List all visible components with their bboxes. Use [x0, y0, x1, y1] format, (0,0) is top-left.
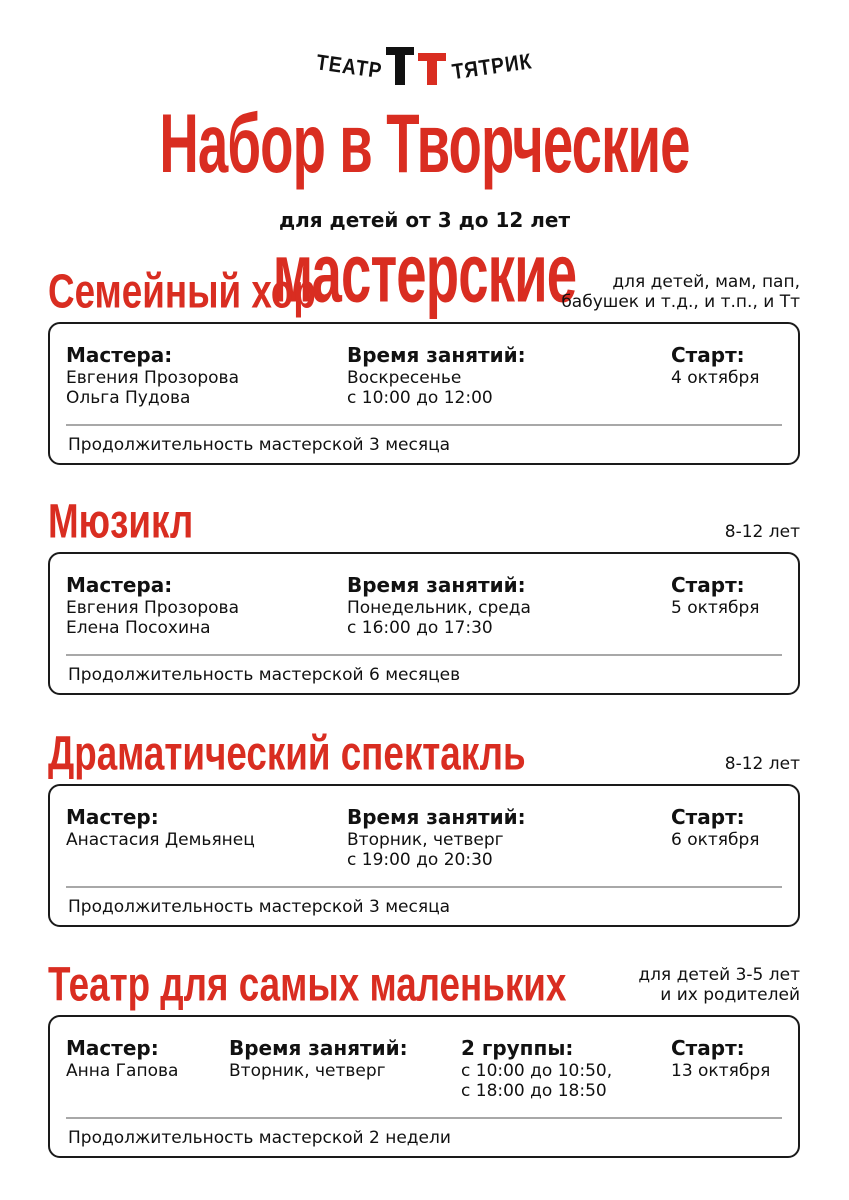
schedule-column: [347, 804, 526, 870]
section-age-note: для детей 3-5 лет и их родителей: [638, 965, 800, 1005]
masters-column: [66, 572, 239, 638]
schedule-days: Вторник, четверг: [347, 830, 504, 850]
start-date: 13 октября: [671, 1061, 771, 1081]
start-date: 6 октября: [671, 830, 760, 850]
start-column: [671, 342, 760, 388]
master-name: Анна Гапова: [66, 1061, 179, 1081]
section-header: [48, 492, 800, 552]
section-family-choir: [48, 262, 800, 465]
card-divider: [66, 886, 782, 888]
groups-heading: 2 группы:: [461, 1036, 574, 1060]
section-title: Мюзикл: [48, 495, 194, 549]
start-date: 4 октября: [671, 368, 760, 388]
section-musical: [48, 492, 800, 695]
schedule-days: Понедельник, среда: [347, 598, 531, 618]
schedule-heading: Время занятий:: [347, 805, 526, 829]
schedule-days: Воскресенье: [347, 368, 462, 388]
workshop-duration: Продолжительность мастерской 6 месяцев: [68, 665, 461, 685]
groups-column: [461, 1035, 612, 1101]
schedule-heading: Время занятий:: [347, 343, 526, 367]
workshop-duration: Продолжительность мастерской 3 месяца: [68, 897, 451, 917]
start-heading: Старт:: [671, 1036, 745, 1060]
masters-column: [66, 804, 255, 850]
card-divider: [66, 654, 782, 656]
masters-column: [66, 1035, 178, 1081]
masters-heading: Мастер:: [66, 805, 159, 829]
section-title: Драматический спектакль: [48, 727, 526, 781]
workshop-card: [48, 1015, 800, 1158]
master-name: Евгения Прозорова: [66, 368, 239, 388]
section-header: [48, 955, 800, 1015]
schedule-column: [347, 342, 526, 408]
masters-heading: Мастер:: [66, 1036, 159, 1060]
workshop-card: [48, 322, 800, 465]
section-age-note: 8-12 лет: [724, 522, 800, 542]
schedule-heading: Время занятий:: [229, 1036, 408, 1060]
start-column: [671, 1035, 770, 1081]
workshop-card: [48, 552, 800, 695]
workshop-card: [48, 784, 800, 927]
logo-word-right: ТЯТРИК: [451, 49, 535, 85]
master-name: Анастасия Демьянец: [66, 830, 255, 850]
workshop-duration: Продолжительность мастерской 2 недели: [68, 1128, 451, 1148]
section-title: Семейный хор: [48, 265, 316, 319]
section-header: [48, 262, 800, 322]
start-heading: Старт:: [671, 573, 745, 597]
card-divider: [66, 424, 782, 426]
schedule-days: Вторник, четверг: [229, 1061, 386, 1081]
master-name: Ольга Пудова: [66, 388, 191, 408]
group-time: с 18:00 до 18:50: [461, 1081, 607, 1101]
schedule-time: с 19:00 до 20:30: [347, 850, 493, 870]
workshop-duration: Продолжительность мастерской 3 месяца: [68, 435, 451, 455]
masters-heading: Мастера:: [66, 573, 173, 597]
start-heading: Старт:: [671, 805, 745, 829]
start-column: [671, 572, 760, 618]
schedule-column: [347, 572, 531, 638]
start-column: [671, 804, 760, 850]
section-age-note: для детей, мам, пап, бабушек и т.д., и т.п., и Тт: [561, 272, 800, 312]
section-drama-play: [48, 724, 800, 927]
page-subtitle: для детей от 3 до 12 лет: [278, 208, 571, 232]
section-header: [48, 724, 800, 784]
section-age-note: 8-12 лет: [724, 754, 800, 774]
schedule-column: [229, 1035, 408, 1081]
group-time: с 10:00 до 10:50,: [461, 1061, 613, 1081]
master-name: Евгения Прозорова: [66, 598, 239, 618]
masters-column: [66, 342, 239, 408]
start-date: 5 октября: [671, 598, 760, 618]
section-title: Театр для самых маленьких: [48, 958, 567, 1012]
page-title: Набор в Творческие мастерские: [159, 97, 690, 321]
schedule-heading: Время занятий:: [347, 573, 526, 597]
section-little-ones-theatre: [48, 955, 800, 1158]
logo-word-left: ТЕАТР: [314, 50, 384, 85]
schedule-time: с 10:00 до 12:00: [347, 388, 493, 408]
masters-heading: Мастера:: [66, 343, 173, 367]
master-name: Елена Посохина: [66, 618, 211, 638]
card-divider: [66, 1117, 782, 1119]
start-heading: Старт:: [671, 343, 745, 367]
schedule-time: с 16:00 до 17:30: [347, 618, 493, 638]
